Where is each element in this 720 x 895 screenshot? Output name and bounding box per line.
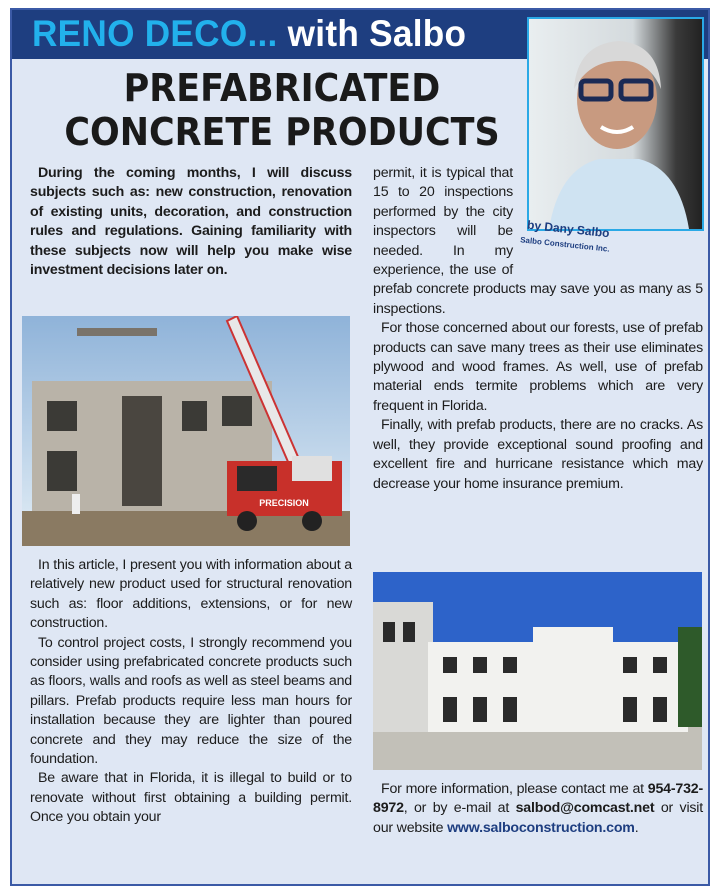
paragraph: In this article, I present you with information about a relatively new product used for structural renovation such as: floor additions, extensions, or for new construction. [30, 557, 352, 632]
left-column-body [30, 556, 352, 828]
finished-building-photo [373, 572, 702, 770]
paragraph: Be aware that in Florida, it is illegal to build or to renovate without first obtaining a building permit. Once you obtain your [30, 770, 352, 826]
email-link[interactable]: salbod@comcast.net [515, 800, 655, 817]
author-company: Salbo Construction Inc. [519, 235, 611, 254]
crane-construction-photo [22, 316, 350, 546]
right-column-body [373, 164, 703, 494]
banner-title: RENO DECO... [32, 13, 278, 54]
headline-line2: CONCRETE PRODUCTS [64, 110, 500, 154]
intro-paragraph: During the coming months, I will discuss subjects such as: new construction, renovation of existing units, decoration, and construction rules and regulations. Gaining familiarity with these subjects now will help you make wise investment decisions later on. [30, 165, 352, 279]
author-byline: by Dany Salbo [526, 217, 611, 241]
paragraph: For those concerned about our forests, use of prefab products can save many trees as their use eliminates plywood and wood frames. As well, use of prefab material ends termite problems which are very frequent in Florida. [373, 320, 703, 414]
paragraph: To control project costs, I strongly recommend you consider using prefabricated concrete products such as floors, walls and roofs as well as steel beams and pillars. Prefab products require less man hours for installation because they are lighter than poured concrete and they may reduce the size of the foundation. [30, 634, 352, 768]
paragraph: Finally, with prefab products, there are no cracks. As well, they provide exceptional sound proofing and excellent fire and hurricane resistance which may decrease your home insurance premium. [373, 417, 703, 492]
website-link[interactable]: www.salboconstruction.com [447, 819, 635, 836]
crane-sign: PRECISION [259, 498, 309, 508]
banner-subtitle: with Salbo [277, 13, 467, 54]
phone-number: 954-732- 8972 [373, 781, 703, 817]
paragraph: permit, it is typical that 15 to 20 inspections performed by the city inspectors will be needed. In my experience, the use of prefab concrete products may save you as many as 5 inspections. [373, 165, 703, 317]
contact-info: For more information, please contact me at 954-732- 8972, or by e-mail at salbod@comcast.net or visit our website www.salboconstruction.com. [373, 781, 703, 836]
headline-line1: PREFABRICATED [123, 66, 441, 110]
